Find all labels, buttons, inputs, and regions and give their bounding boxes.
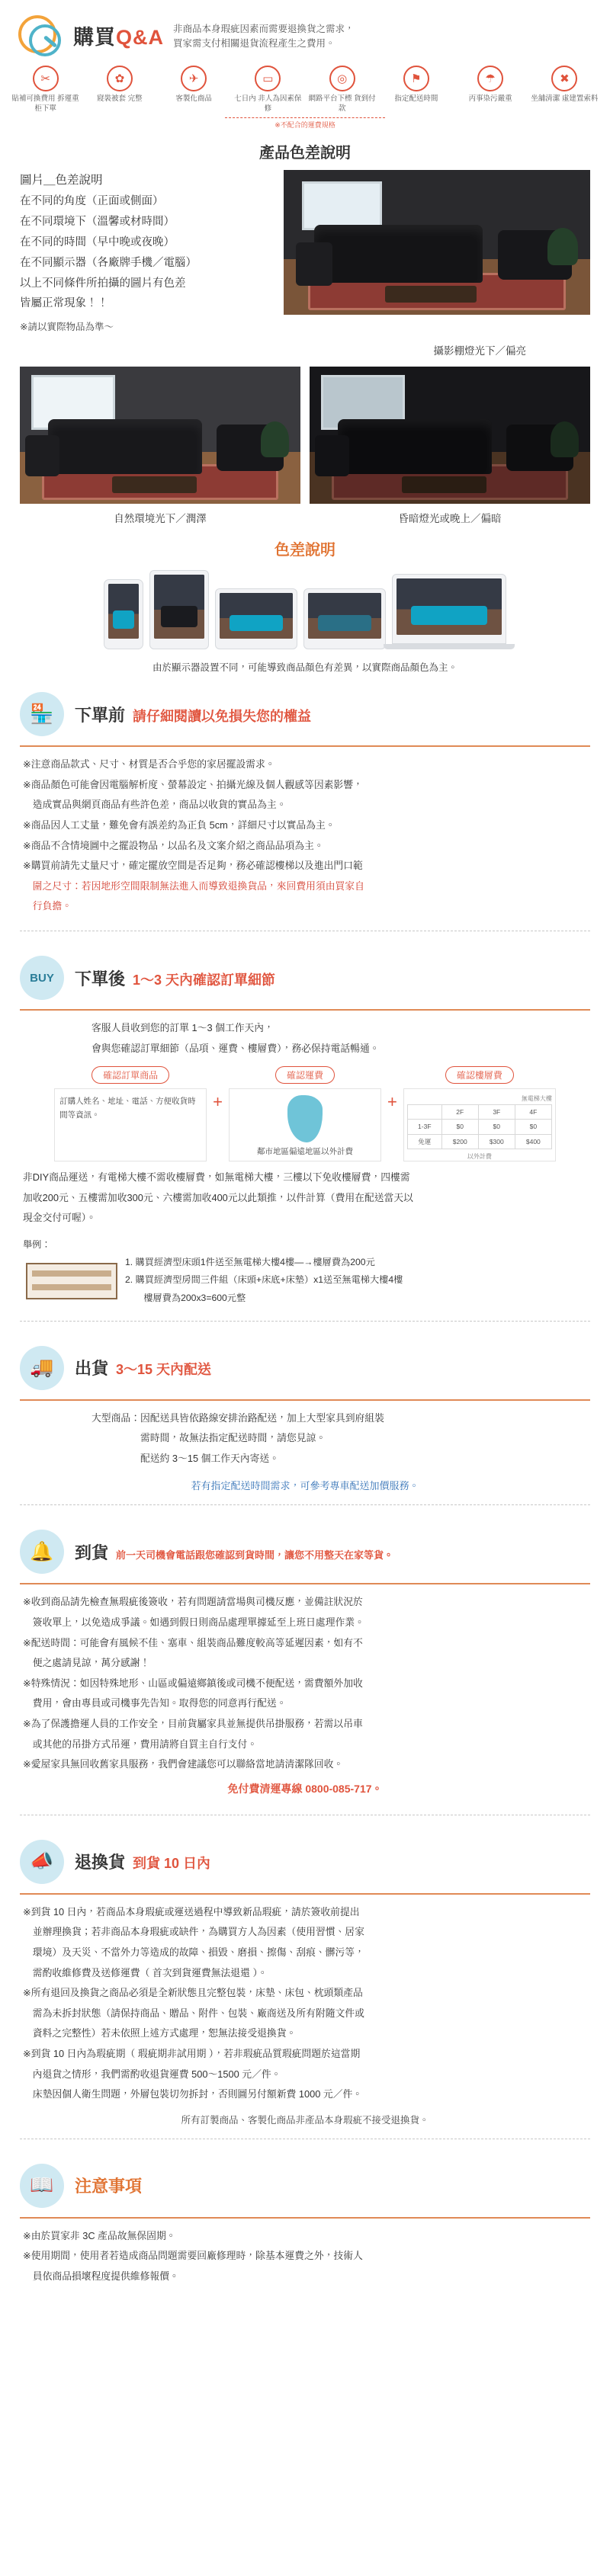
studio-photo <box>284 170 590 315</box>
qa-badge-icon <box>17 12 64 58</box>
cross-icon: ✖ <box>551 66 577 91</box>
truck-icon: 🚚 <box>20 1346 64 1390</box>
color-section-title: 產品色差說明 <box>259 144 351 162</box>
ship-body: 大型商品：因配送具皆依路線安排治路配送，加上大型家具到府組裝 需時間，故無法指定配送時間，請您見諒。 配送約 3～15 個工作天內寄送。 <box>92 1411 384 1464</box>
arrive-body: ※收到商品請先檢查無瑕疵後簽收，若有問題請當場與司機反應，並備註狀況於 簽收單上，以免造成爭議。如遇到假日則商品處理單據延至上班日處理作業。 ※配送時間：可能會有風候不佳、塞車、組裝商品難度較高等延遲因素，如有不 便之處請見諒，萬分感謝！ ※特殊情況：如因特殊地形、山區或偏遠鄉鎮後或司機不便配送，需費額外加收 費用，會由專員或司機事先告知。取得您的同意再行配送。 ※為了保護擔運人員的工作安全，目前貨屬家具並無提供吊掛服務，若需以吊車 或其他的吊掛方式吊運，費用請將自買主自行支付。 ※愛屋家具無回收舊家具服務，我們會建議您可以聯絡當地請清潔隊回收。 <box>23 1596 364 1770</box>
bed-illustration <box>26 1263 117 1299</box>
policy-item: ⚑ 指定配送時間 <box>381 66 451 114</box>
floor-fee-table: 2F 3F 4F 1-3F $0 $0 $0 免運 $200 $300 $400 <box>407 1104 552 1149</box>
header-subtitle: 非商品本身瑕疵因素而需要退換貨之需求， 買家需支付相關退貨流程產生之費用。 <box>173 23 355 49</box>
floor-fee-example: 舉例： 1. 購買經濟型床頭1件送至無電梯大樓4樓—→樓層費為200元 2. 購買經濟型房間三件組（床頭+床底+床墊）x1送至無電梯大樓4樓 樓層費為200x3=600元整 <box>0 1232 610 1310</box>
before-order-header <box>0 678 610 741</box>
umbrella-icon: ☂ <box>477 66 503 91</box>
studio-photo-caption: 攝影棚燈光下／偏亮 <box>433 345 526 357</box>
order-confirm-boxes <box>0 1062 610 1163</box>
arrive-subtitle: 前一天司機會電話跟您確認到貨時間，讓您不用整天在家等貨。 <box>116 1549 394 1561</box>
phone-device <box>104 579 143 649</box>
scissors-icon: ✂ <box>33 66 59 91</box>
arrive-header <box>0 1516 610 1578</box>
fee-table-caption: 無電梯大樓 <box>521 1095 552 1103</box>
returns-header <box>0 1826 610 1889</box>
divider-dot <box>20 1504 590 1505</box>
policy-item: ▭ 七日內 非人為因素保修 <box>233 66 303 114</box>
natural-photo <box>20 367 300 527</box>
before-order-body: ※注意商品款式、尺寸、材質是否合乎您的家居擺設需求。 ※商品顏色可能會因電腦解析度、螢幕設定、拍攝光線及個人觀感等因素影響， 造成實品與網頁商品有些許色差，商品以收貨的實品為主。 ※商品因人工丈量，難免會有誤差約為正負 5cm，詳細尺寸以實品為主。 ※商品不含情境圖中之擺設物品，以品名及文案介紹之商品品項為主。 ※購買前請先丈量尺寸，確定擺放空間是否足夠，務必確認樓梯以及進出門口範 圍之尺寸：若因地形空間限制無法進入而導致退換貨品，來回費用須由買家自 行負擔。 <box>23 758 364 912</box>
before-order-subtitle: 請仔細閱讀以免損失您的權益 <box>133 708 312 724</box>
ship-title: 出貨 <box>75 1359 109 1379</box>
policy-item: ☂ 丙事染污嚴重 <box>456 66 525 114</box>
device-section-title: 色差說明 <box>274 542 336 559</box>
flower-icon: ✿ <box>107 66 133 91</box>
box-icon: ▭ <box>255 66 281 91</box>
returns-subtitle: 到貨 10 日內 <box>133 1856 211 1872</box>
policy-icon-row <box>0 62 610 116</box>
photo-grid <box>0 359 610 527</box>
book-icon: 📖 <box>20 2164 64 2208</box>
dim-photo-caption: 昏暗燈光或晚上／偏暗 <box>398 513 502 525</box>
before-order-title: 下單前 <box>75 705 126 725</box>
confirm-items-box: 確認訂單商品 訂購人姓名、地址、電話、方便收貨時間等資訊。 <box>54 1066 207 1161</box>
arrive-title: 到貨 <box>75 1543 109 1562</box>
tablet-wide-device-2 <box>303 588 386 649</box>
returns-final-note: 所有訂製商品、客製化商品非產品本身瑕疵不接受退換貨。 <box>181 2114 429 2126</box>
bell-icon: 🔔 <box>20 1530 64 1574</box>
table-row: 1-3F $0 $0 $0 <box>407 1120 551 1134</box>
returns-body: ※到貨 10 日內，若商品本身瑕疵或運送過程中導致新品瑕疵，請於簽收前提出 並辦理換貨；若非商品本身瑕疵或缺件，為購買方人為因素（使用習慣、居家 環境）及天災、不當外力等造成的故障、損毀、磨損、擦傷、刮痕、髒污等， 需酌收維修費及送修運費（ 首次到貨運費無法退還 ）。 ※所有退回及換貨之商品必須是全新狀態且完整包裝，床墊、床包、枕頭類產品 需為未拆封狀態（請保持商品、贈品、附件、包裝、廠商送及所有附隨文件或 資料之完整性）若未依照上述方式處理，恕無法接受退換貨。 ※到貨 10 日內為瑕疵期（ 瑕疵期非試用期 ），若非瑕疵品質瑕疵問題於這當期 內退貨之情形，我們需酌收退貨運費 500～1500 元／件。 床墊因個人衛生問題，外層包裝切勿拆封，否則圖另付額新費 1000 元／件。 <box>23 1905 364 2100</box>
after-order-intro: 客服人員收到您的訂單 1～3 個工作天內， 會與您確認訂單細節（品項、運費、樓層費），務必保持電話暢通。 <box>92 1022 380 1054</box>
color-description <box>0 170 610 337</box>
policy-item: ✿ 寢裝被套 完整 <box>85 66 154 114</box>
buy-icon: BUY <box>20 956 64 1000</box>
laptop-device <box>392 574 506 649</box>
flag-icon: ⚑ <box>403 66 429 91</box>
policy-item: ✖ 坐舖清潔 虛建置索料 <box>530 66 599 114</box>
shop-icon: 🏪 <box>20 692 64 736</box>
example-title: 舉例： <box>23 1239 51 1251</box>
fee-table-footnote: 以外計費 <box>467 1153 492 1161</box>
after-order-paragraph: 非DIY商品運送，有電梯大樓不需收樓層費，如無電梯大樓，三樓以下免收樓層費，四樓需 加收200元、五樓需加收300元、六樓需加收400元以此類推，以件計算（費用在配送當天以 現金交付可喔）。 <box>23 1171 413 1224</box>
attention-title: 注意事項 <box>75 2177 143 2196</box>
title-qa: Q&A <box>116 25 164 49</box>
plus-icon-2: + <box>387 1092 397 1112</box>
tablet-wide-device <box>215 588 297 649</box>
page-title <box>73 21 164 50</box>
icon-row-note: ※不配合的運費規格 <box>225 117 385 130</box>
color-desc-heading: 圖片＿色差說明 <box>20 173 103 187</box>
divider-dot <box>20 1321 590 1322</box>
ship-header <box>0 1332 610 1395</box>
policy-item: ✂ 貼補可換費用 拆運重柜下單 <box>11 66 80 114</box>
policy-item: ◎ 網路平台下標 貨到付款 <box>307 66 377 114</box>
ship-subtitle: 3～15 天內配送 <box>116 1362 212 1378</box>
dim-photo <box>310 367 590 527</box>
free-phone[interactable]: 免付費清運專線 0800-085-717。 <box>227 1782 383 1795</box>
ship-note: 若有指定配送時間需求，可參考專車配送加價服務。 <box>191 1480 419 1492</box>
returns-title: 退換貨 <box>75 1853 126 1873</box>
after-order-subtitle: 1～3 天內確認訂單細節 <box>133 972 276 988</box>
attention-body: ※由於買家非 3C 產品故無保固期。 ※使用期間，使用者若造成商品問題需要回廠修理時，除基本運費之外，技術人 員依商品損壞程度提供維修報價。 <box>23 2229 363 2282</box>
tablet-device <box>149 570 209 649</box>
after-order-header <box>0 942 610 1004</box>
attention-header <box>0 2150 610 2212</box>
confirm-shipping-box: 確認運費 鄰市地區偏遠地區以外計費 <box>229 1066 381 1161</box>
confirm-floor-fee-box: 確認樓層費 無電梯大樓 2F 3F 4F 1-3F $0 $0 $0 免運 $200 $300 $400 以外計費 <box>403 1066 556 1161</box>
qa-header <box>0 0 610 62</box>
color-desc-note: ※請以實際物品為準～ <box>20 322 114 333</box>
color-description-text: 圖片＿色差說明 在不同的角度（正面或側面） 在不同環境下（溫馨或材時間） 在不同的時間（早中晚或夜晚） 在不同顯示器（各廠牌手機／電腦） 以上不同條件所拍攝的圖片有色差 皆屬正常現象！！ ※請以實際物品為準～ <box>20 170 271 337</box>
after-order-title: 下單後 <box>75 969 126 988</box>
natural-photo-caption: 自然環境光下／潤澤 <box>114 513 207 525</box>
taiwan-map-icon <box>287 1095 323 1142</box>
megaphone-icon: 📣 <box>20 1840 64 1884</box>
device-note: 由於顯示器設置不同，可能導致商品顏色有差異，以實際商品顏色為主。 <box>152 662 458 674</box>
target-icon: ◎ <box>329 66 355 91</box>
table-row: 免運 $200 $300 $400 <box>407 1134 551 1149</box>
plane-icon: ✈ <box>181 66 207 91</box>
device-row <box>0 566 610 652</box>
title-prefix: 購買 <box>73 25 116 49</box>
policy-item: ✈ 客製化商品 <box>159 66 229 114</box>
plus-icon: + <box>213 1092 223 1112</box>
